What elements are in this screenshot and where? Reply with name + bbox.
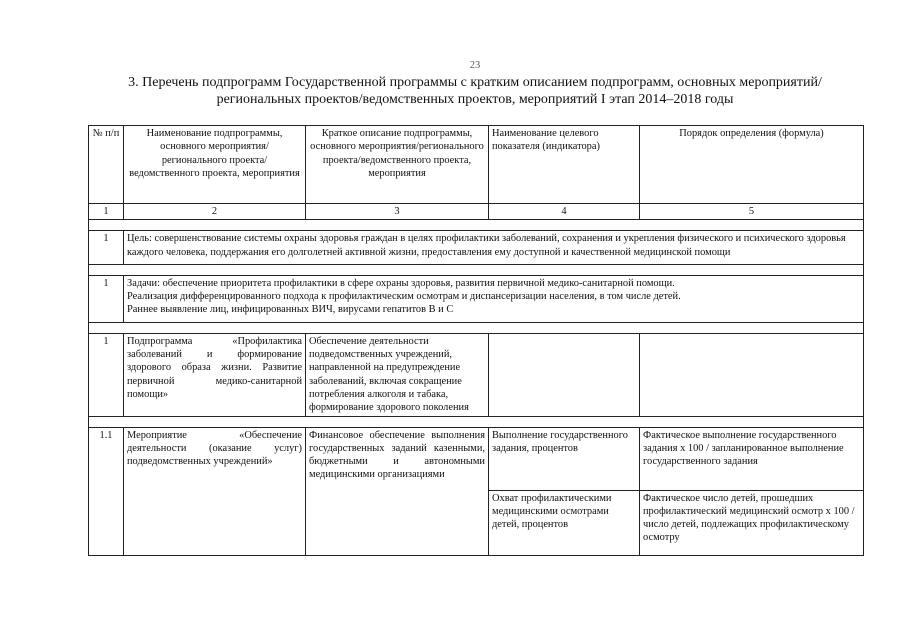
indicator-name: Охват профилактическими медицинскими осмотрами детей, процентов (489, 490, 640, 555)
document-title-line-2: региональных проектов/ведомственных проектов, мероприятий I этап 2014–2018 годы (216, 92, 734, 107)
column-number: 3 (306, 204, 489, 220)
page-number: 23 (469, 60, 481, 71)
document-title (60, 74, 890, 108)
header-formula: Порядок определения (формула) (640, 126, 864, 204)
tasks-number: 1 (89, 275, 124, 322)
column-number: 4 (489, 204, 640, 220)
subprogram-formula (640, 333, 864, 416)
tasks-line-2: Реализация дифференцированного подхода к профилактическим осмотрам и диспансеризации населения, в том числе детей. (127, 291, 681, 303)
subprogram-name: Подпрограмма «Профилактика заболеваний и формирование здорового образа жизни. Развитие первичной медико-санитарной помощи» (124, 333, 306, 416)
document-title-line-1: 3. Перечень подпрограмм Государственной программы с кратким описанием подпрограмм, основных мероприятий/ (128, 75, 822, 90)
activity-description: Финансовое обеспечение выполнения государственных заданий казенными, бюджетными и автономными медицинскими организациями (306, 427, 489, 555)
header-number: № п/п (89, 126, 124, 204)
activity-number: 1.1 (89, 427, 124, 555)
header-indicator: Наименование целевого показателя (индикатора) (489, 126, 640, 204)
goal-number: 1 (89, 231, 124, 265)
indicator-formula: Фактическое число детей, прошедших профилактический медицинский осмотр х 100 / число детей, подлежащих профилактическому осмотру (640, 490, 864, 555)
activity-name: Мероприятие «Обеспечение деятельности (оказание услуг) подведомственных учреждений» (124, 427, 306, 555)
indicator-formula: Фактическое выполнение государственного задания х 100 / запланированное выполнение государственного задания (640, 427, 864, 490)
spacer-row (89, 322, 864, 333)
header-subprogram-name: Наименование подпрограммы, основного мероприятия/ регионального проекта/ ведомственного проекта, мероприятия (124, 126, 306, 204)
spacer-row (89, 416, 864, 427)
activity-row (89, 427, 864, 490)
column-number-row (89, 204, 864, 220)
column-number: 1 (89, 204, 124, 220)
subprogram-description: Обеспечение деятельности подведомственных учреждений, направленной на предупреждение заболеваний, включая сокращение потребления алкоголя и табака, формирование здорового поколения (306, 333, 489, 416)
subprograms-table (88, 125, 864, 556)
column-number: 5 (640, 204, 864, 220)
subprogram-indicator (489, 333, 640, 416)
tasks-text (124, 275, 864, 322)
tasks-line-1: Задачи: обеспечение приоритета профилактики в сфере охраны здоровья, развития первичной медико-санитарной помощи. (127, 277, 675, 289)
subprogram-row (89, 333, 864, 416)
header-row (89, 126, 864, 204)
tasks-line-3: Раннее выявление лиц, инфицированных ВИЧ, вирусами гепатитов В и С (127, 304, 454, 316)
header-description: Краткое описание подпрограммы, основного мероприятия/регионального проекта/ведомственного проекта, мероприятия (306, 126, 489, 204)
tasks-row (89, 275, 864, 322)
spacer-row (89, 220, 864, 231)
goal-text: Цель: совершенствование системы охраны здоровья граждан в целях профилактики заболеваний, сохранения и укрепления физического и психического здоровья каждого человека, поддержания его долголетней активной жизни, предоставления ему доступной и качественной медицинской помощи (124, 231, 864, 265)
indicator-name: Выполнение государственного задания, процентов (489, 427, 640, 490)
column-number: 2 (124, 204, 306, 220)
spacer-row (89, 264, 864, 275)
subprogram-number: 1 (89, 333, 124, 416)
goal-row (89, 231, 864, 265)
